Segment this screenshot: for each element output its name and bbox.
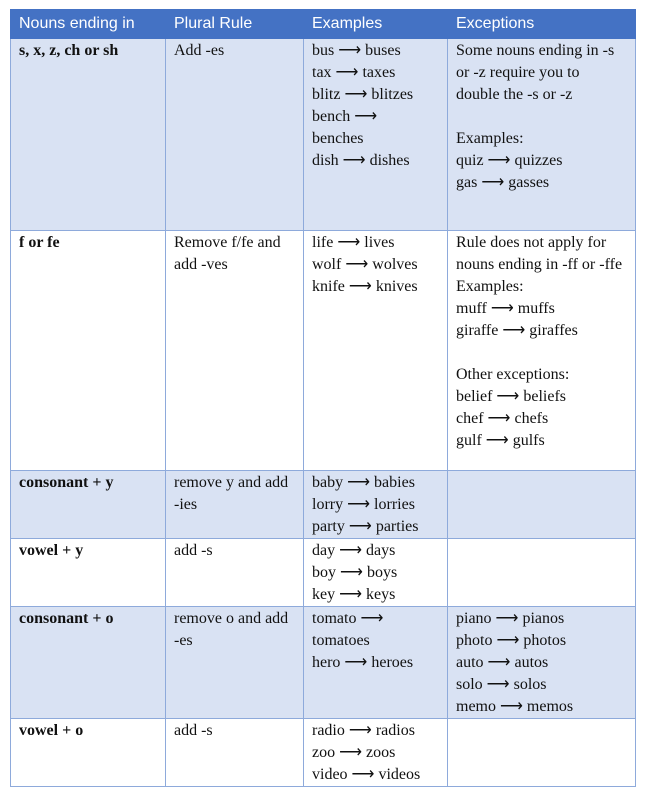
example-item: blitz ⟶ blitzes xyxy=(312,86,414,103)
example-item: zoo ⟶ zoos xyxy=(312,744,396,761)
example-item: day ⟶ days xyxy=(312,542,396,559)
exception-item: chef ⟶ chefs xyxy=(456,410,549,427)
row-ending: consonant + y xyxy=(11,471,166,539)
row-rule: remove y and add -ies xyxy=(166,471,304,539)
row-exceptions xyxy=(448,231,636,471)
example-item: video ⟶ videos xyxy=(312,766,421,783)
exception-item: solo ⟶ solos xyxy=(456,676,547,693)
example-item: radio ⟶ radios xyxy=(312,722,415,739)
row-examples xyxy=(304,539,448,607)
row-rule: Add -es xyxy=(166,39,304,231)
example-item: bench ⟶ benches xyxy=(312,108,378,147)
row-ending: s, x, z, ch or sh xyxy=(11,39,166,231)
example-item: hero ⟶ heroes xyxy=(312,654,414,671)
header-exceptions: Exceptions xyxy=(448,10,636,39)
header-row xyxy=(11,10,636,39)
example-item: tomato ⟶ tomatoes xyxy=(312,610,384,649)
header-plural-rule: Plural Rule xyxy=(166,10,304,39)
table-row xyxy=(11,471,636,539)
exception-item: muff ⟶ muffs xyxy=(456,300,555,317)
exception-item: memo ⟶ memos xyxy=(456,698,574,715)
example-item: baby ⟶ babies xyxy=(312,474,415,491)
table-row xyxy=(11,539,636,607)
row-exceptions xyxy=(448,607,636,719)
header-examples: Examples xyxy=(304,10,448,39)
row-ending: vowel + y xyxy=(11,539,166,607)
row-examples xyxy=(304,607,448,719)
example-item: life ⟶ lives xyxy=(312,234,395,251)
row-examples xyxy=(304,39,448,231)
example-item: key ⟶ keys xyxy=(312,586,396,603)
row-rule: Remove f/fe and add -ves xyxy=(166,231,304,471)
exception-heading: Other exceptions: xyxy=(456,366,570,383)
exception-intro: Rule does not apply for nouns ending in -ff or -ffe xyxy=(456,234,623,273)
example-item: tax ⟶ taxes xyxy=(312,64,396,81)
example-item: party ⟶ parties xyxy=(312,518,419,535)
row-exceptions xyxy=(448,719,636,787)
exception-item: giraffe ⟶ giraffes xyxy=(456,322,578,339)
example-item: dish ⟶ dishes xyxy=(312,152,410,169)
example-item: boy ⟶ boys xyxy=(312,564,398,581)
exception-item: gas ⟶ gasses xyxy=(456,174,550,191)
row-examples xyxy=(304,719,448,787)
row-ending: vowel + o xyxy=(11,719,166,787)
table-row xyxy=(11,231,636,471)
example-item: bus ⟶ buses xyxy=(312,42,401,59)
exception-heading: Examples: xyxy=(456,130,524,147)
exception-item: photo ⟶ photos xyxy=(456,632,567,649)
row-rule: add -s xyxy=(166,539,304,607)
row-rule: remove o and add -es xyxy=(166,607,304,719)
example-item: wolf ⟶ wolves xyxy=(312,256,418,273)
row-examples xyxy=(304,471,448,539)
example-item: knife ⟶ knives xyxy=(312,278,418,295)
table-row xyxy=(11,39,636,231)
exception-item: quiz ⟶ quizzes xyxy=(456,152,563,169)
row-ending: f or fe xyxy=(11,231,166,471)
row-exceptions xyxy=(448,539,636,607)
header-nouns-ending: Nouns ending in xyxy=(11,10,166,39)
table-row xyxy=(11,607,636,719)
table-row xyxy=(11,719,636,787)
row-rule: add -s xyxy=(166,719,304,787)
exception-item: gulf ⟶ gulfs xyxy=(456,432,545,449)
row-ending: consonant + o xyxy=(11,607,166,719)
row-exceptions xyxy=(448,39,636,231)
exception-heading: Examples: xyxy=(456,278,524,295)
exception-intro: Some nouns ending in -s or -z require you to double the -s or -z xyxy=(456,42,615,103)
plural-rules-table xyxy=(10,9,636,787)
row-examples xyxy=(304,231,448,471)
exception-item: piano ⟶ pianos xyxy=(456,610,565,627)
example-item: lorry ⟶ lorries xyxy=(312,496,415,513)
row-exceptions xyxy=(448,471,636,539)
exception-item: auto ⟶ autos xyxy=(456,654,549,671)
exception-item: belief ⟶ beliefs xyxy=(456,388,567,405)
